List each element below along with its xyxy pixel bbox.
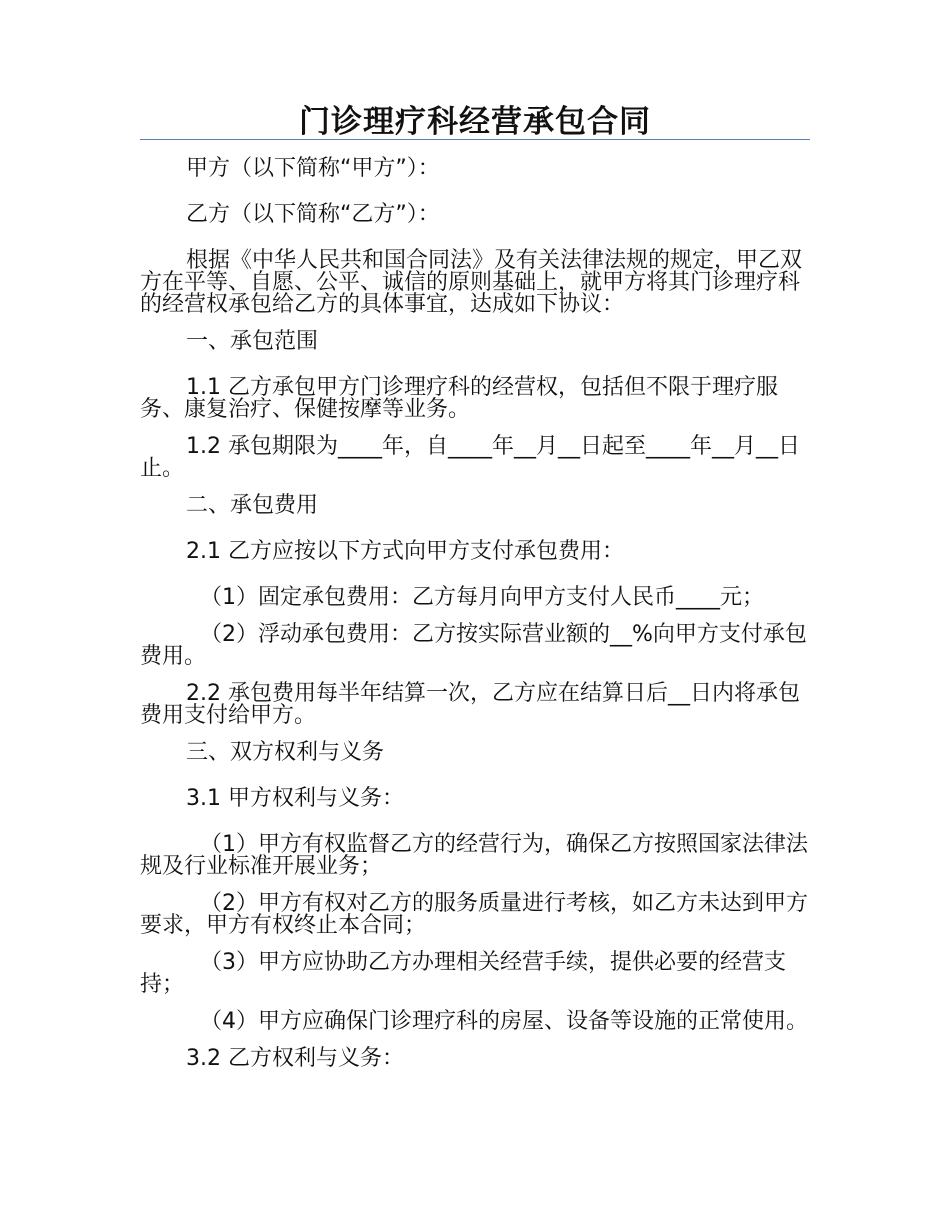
clause-3-1-item-3: （3）甲方应协助乙方办理相关经营手续，提供必要的经营支持； (140, 950, 786, 997)
title-underline (140, 139, 810, 140)
clause-2-1: 2.1 乙方应按以下方式向甲方支付承包费用： (186, 539, 624, 564)
party-b-line: 乙方（以下简称“乙方”）： (186, 202, 440, 227)
clause-2-1-item-2: （2）浮动承包费用：乙方按实际营业额的__%向甲方支付承包费用。 (140, 622, 807, 669)
party-a-line: 甲方（以下简称“甲方”）： (186, 156, 440, 181)
contract-title: 门诊理疗科经营承包合同 (299, 104, 651, 140)
clause-3-1: 3.1 甲方权利与义务： (186, 786, 404, 811)
clause-1-1: 1.1 乙方承包甲方门诊理疗科的经营权，包括但不限于理疗服务、康复治疗、保健按摩等业务。 (140, 375, 778, 422)
clause-3-2: 3.2 乙方权利与义务： (186, 1046, 404, 1071)
clause-3-1-item-4: （4）甲方应确保门诊理疗科的房屋、设备等设施的正常使用。 (200, 1009, 808, 1034)
clause-2-1-item-1: （1）固定承包费用：乙方每月向甲方支付人民币____元； (200, 585, 764, 610)
clause-3-1-item-2: （2）甲方有权对乙方的服务质量进行考核，如乙方未达到甲方要求，甲方有权终止本合同； (140, 891, 808, 938)
clause-3-1-item-1: （1）甲方有权监督乙方的经营行为，确保乙方按照国家法律法规及行业标准开展业务； (140, 832, 808, 879)
section-1-heading: 一、承包范围 (186, 329, 319, 354)
clause-2-2: 2.2 承包费用每半年结算一次，乙方应在结算日后__日内将承包费用支付给甲方。 (140, 681, 800, 728)
clause-1-2: 1.2 承包期限为____年，自____年__月__日起至____年__月__日止。 (140, 434, 800, 481)
section-2-heading: 二、承包费用 (186, 493, 319, 518)
contract-body (140, 158, 810, 1085)
section-3-heading: 三、双方权利与义务 (186, 740, 385, 765)
preamble-paragraph: 根据《中华人民共和国合同法》及有关法律法规的规定，甲乙双方在平等、自愿、公平、诚信的原则基础上，就甲方将其门诊理疗科的经营权承包给乙方的具体事宜，达成如下协议： (140, 248, 803, 317)
